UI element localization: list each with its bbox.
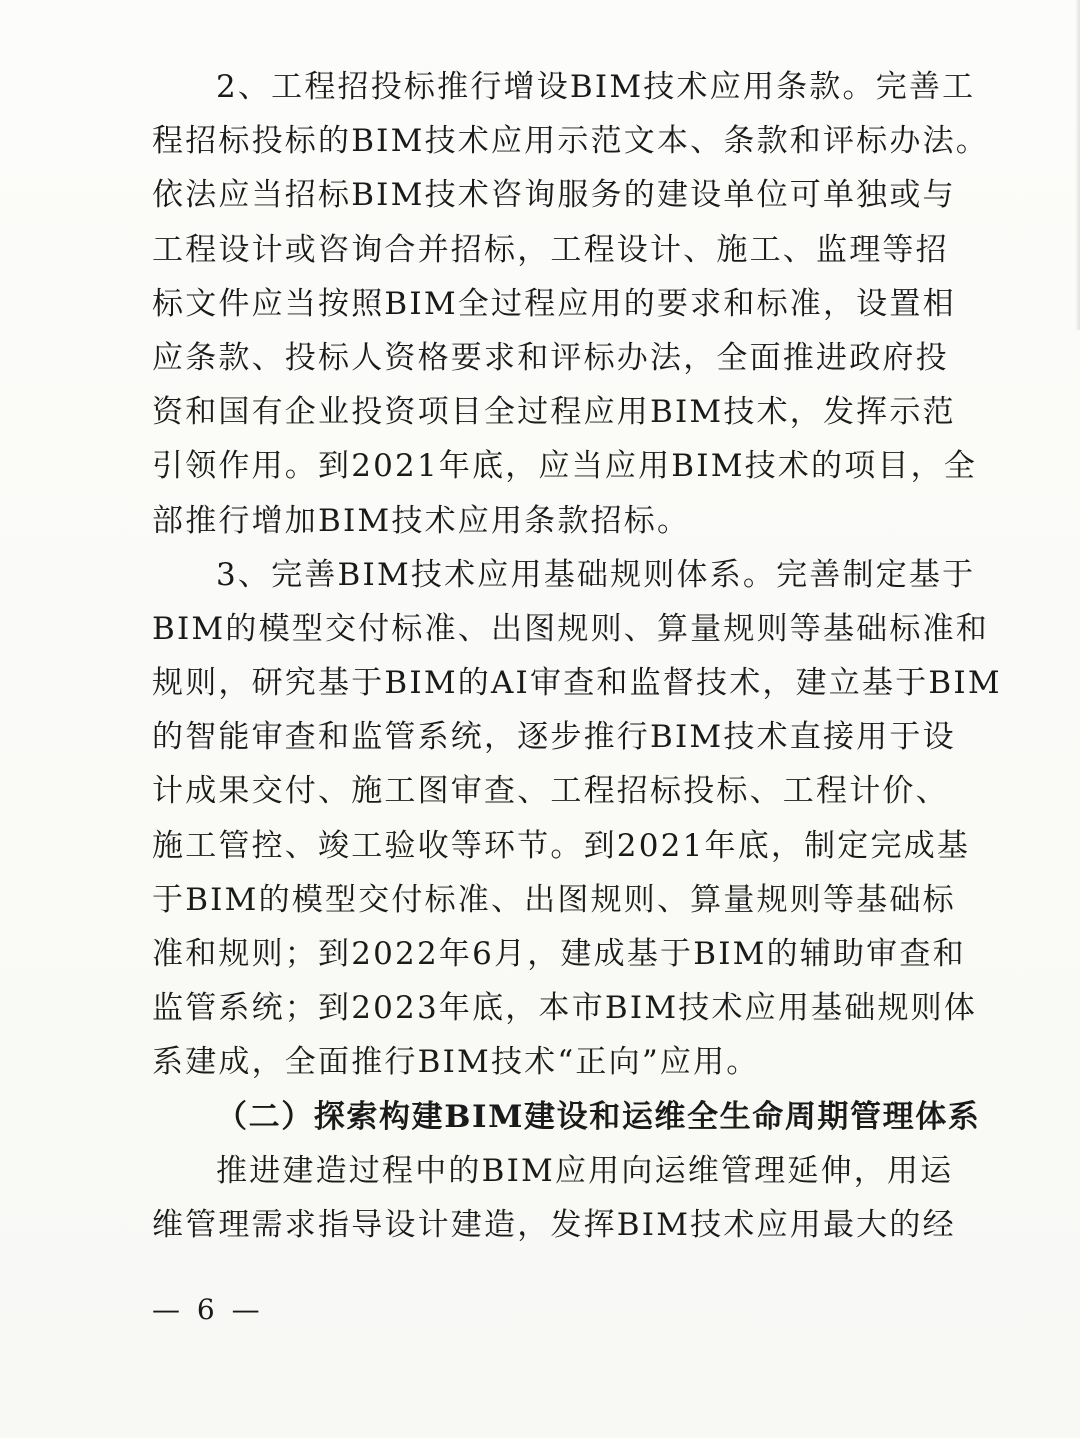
text-line: 部推行增加BIM技术应用条款招标。 [152, 502, 691, 539]
text-line: 维管理需求指导设计建造，发挥BIM技术应用最大的经 [152, 1206, 956, 1243]
text-line: BIM的模型交付标准、出图规则、算量规则等基础标准和 [152, 610, 989, 647]
text-line: 规则，研究基于BIM的AI审查和监督技术，建立基于BIM [152, 665, 1002, 702]
text-line: 计成果交付、施工图审查、工程招标投标、工程计价、 [152, 773, 949, 810]
page-edge-shadow [1075, 0, 1080, 330]
text-line: 2、工程招投标推行增设BIM技术应用条款。完善工 [216, 69, 976, 105]
page-number: — 6 — [152, 1293, 264, 1326]
text-line: 依法应当招标BIM技术咨询服务的建设单位可单独或与 [152, 177, 956, 214]
text-line: 准和规则；到2022年6月，建成基于BIM的辅助审查和 [152, 936, 966, 972]
text-line: 工程设计或咨询合并招标，工程设计、施工、监理等招 [152, 231, 949, 268]
text-line: 引领作用。到2021年底，应当应用BIM技术的项目，全 [152, 448, 978, 485]
text-line: 于BIM的模型交付标准、出图规则、算量规则等基础标 [152, 881, 956, 918]
body-text [152, 60, 1002, 1252]
text-line: 的智能审查和监管系统，逐步推行BIM技术直接用于设 [152, 719, 956, 756]
text-line: 施工管控、竣工验收等环节。到2021年底，制定完成基 [152, 827, 971, 864]
text-line: 程招标投标的BIM技术应用示范文本、条款和评标办法。 [152, 123, 989, 160]
text-line: 应条款、投标人资格要求和评标办法，全面推进政府投 [152, 339, 949, 376]
text-line: 标文件应当按照BIM全过程应用的要求和标准，设置相 [152, 285, 956, 322]
text-line: 系建成，全面推行BIM技术“正向”应用。 [152, 1044, 760, 1081]
text-line: 推进建造过程中的BIM应用向运维管理延伸，用运 [216, 1152, 954, 1189]
text-line: 资和国有企业投资项目全过程应用BIM技术，发挥示范 [152, 394, 956, 431]
text-line: 监管系统；到2023年底，本市BIM技术应用基础规则体 [152, 990, 978, 1027]
section-heading: （二）探索构建BIM建设和运维全生命周期管理体系 [216, 1098, 981, 1135]
text-line: 3、完善BIM技术应用基础规则体系。完善制定基于 [216, 556, 976, 593]
